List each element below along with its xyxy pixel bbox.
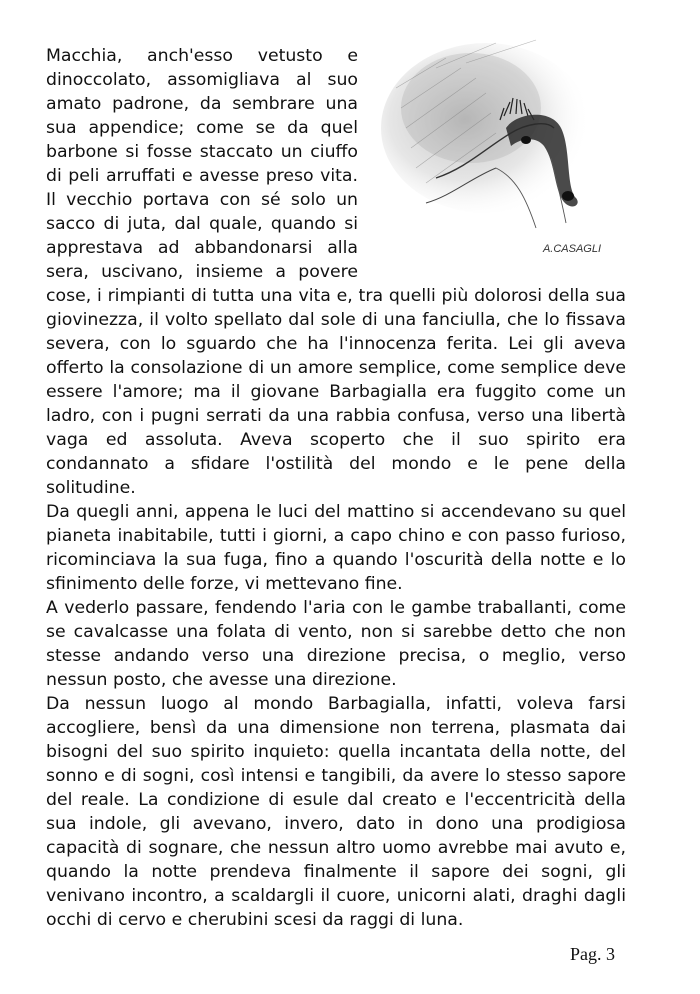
body-text (46, 44, 626, 932)
page-number: Pag. 3 (570, 944, 615, 964)
paragraph: Macchia, anch'esso vetusto e dinoccolato, assomigliava al suo amato padrone, da sembrare una sua appendice; come se da quel barbone si fosse staccato un ciuffo di peli arruffati e avesse preso vita. Il vecchio portava con sé solo un sacco di juta, dal quale, quando si apprestava ad abbandonarsi alla sera, uscivano, insieme a povere cose, i rimpianti di tutta una vita e, tra quelli più dolorosi della sua giovinezza, il volto spellato dal sole di una fanciulla, che lo fissava severa, con lo sguardo che ha l'innocenza ferita. Lei gli aveva offerto la consolazione di un amore semplice, come semplice deve essere l'amore; ma il giovane Barbagialla era fuggito come un ladro, con i pugni serrati da una rabbia confusa, verso una libertà vaga ed assoluta. Aveva scoperto che il suo spirito era condannato a sfidare l'ostilità del mondo e le pene della solitudine. (46, 46, 626, 498)
paragraph: Da quegli anni, appena le luci del mattino si accendevano su quel pianeta inabitabile, tutti i giorni, a capo chino e con passo furioso, ricominciava la sua fuga, fino a quando l'oscurità della notte e lo sfinimento delle forze, vi mettevano fine. (46, 502, 626, 594)
paragraph: A vederlo passare, fendendo l'aria con le gambe traballanti, come se cavalcasse una folata di vento, non si sarebbe detto che non stesse andando verso una direzione precisa, o meglio, verso nessun posto, che avesse una direzione. (46, 598, 626, 690)
paragraph: Da nessun luogo al mondo Barbagialla, infatti, voleva farsi accogliere, bensì da una dimensione non terrena, plasmata dai bisogni del suo spirito inquieto: quella incantata della notte, del sonno e di sogni, così intensi e tangibili, da avere lo stesso sapore del reale. La condizione di esule dal creato e l'eccentricità della sua indole, gli avevano, invero, dato in dono una prodigiosa capacità di sognare, che nessun altro uomo avrebbe mai avuto e, quando la notte prendeva finalmente il sapore dei sogni, gli venivano incontro, a scaldargli il cuore, unicorni alati, draghi dagli occhi di cervo e cherubini scesi da raggi di luna. (46, 694, 626, 930)
artist-signature: A.CASAGLI (542, 243, 602, 255)
